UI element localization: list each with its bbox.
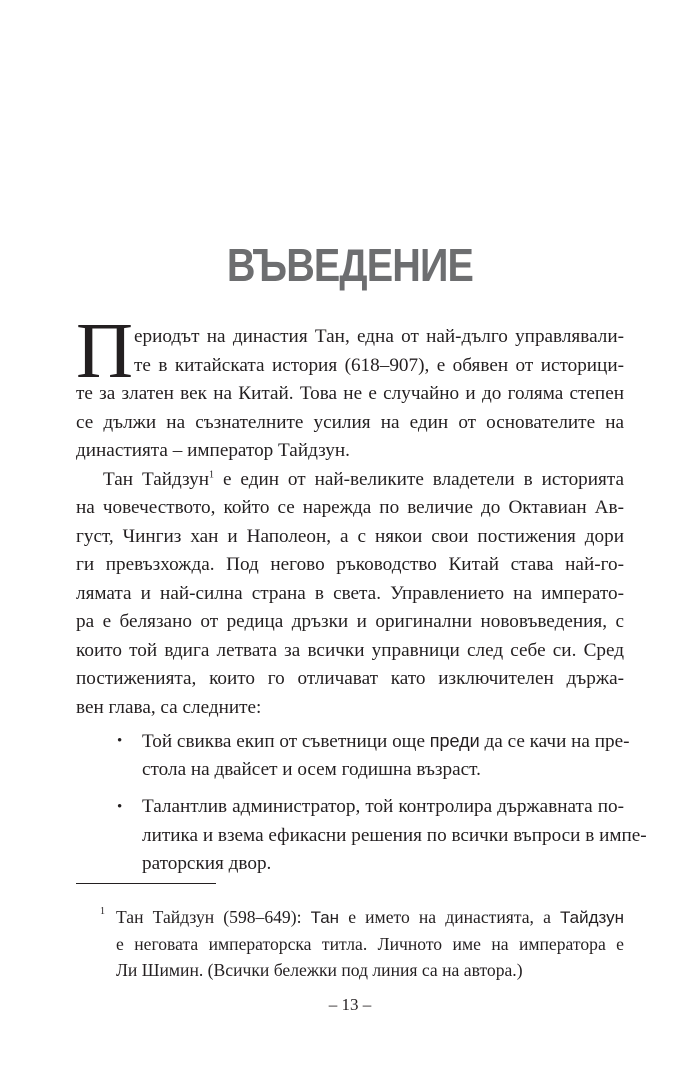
list-item [76,793,647,879]
chapter-title: ВЪВЕДЕНИЕ [226,238,474,291]
text-fragment: Тан Тайдзун (598–649): [116,907,311,927]
text-line: ги превъзхожда. Под негово ръководство Китай става най-го- [76,554,624,575]
text-line [116,727,630,756]
intro-paragraph [76,308,624,466]
bullet-icon: • [117,733,123,749]
list-item [76,727,630,784]
footnote-line [76,904,624,931]
text-line [76,466,624,495]
footnote-divider [76,883,216,884]
text-line: вен глава, са следните: [76,696,262,718]
text-line: ериодът на династия Тан, една от най-дълго управлявали- [134,326,624,347]
text-line: Талантлив администратор, той контролира държавната по- [142,796,624,817]
drop-cap: П [76,308,134,395]
text-line: династията – император Тайдзун. [76,440,350,461]
text-line: на човечеството, който се нарежда по величие до Октавиан Ав- [76,497,624,518]
body-text [76,308,647,888]
footnote-reference: 1 [209,469,215,481]
emphasis-word: преди [429,731,480,751]
text-line: стола на двайсет и осем годишна възраст. [142,758,481,780]
footnote-number: 1 [100,906,105,917]
bullet-list [76,727,647,879]
footnote [76,904,624,984]
emphasis-word: Тан [310,908,340,927]
text-line: те за златен век на Китай. Това не е случайно и до голяма степен [76,383,624,404]
footnote-line: е неговата императорска титла. Личното име на императора е [116,933,624,954]
paragraph-two [76,466,624,723]
text-fragment: е един от най-великите владетели в историята [214,468,624,490]
emphasis-word: Тайдзун [560,908,624,927]
text-line: те в китайската история (618–907), е обявен от историци- [134,354,624,376]
text-line: литика и взема ефикасни решения по всички въпроси в импе- [142,824,647,846]
text-line: ра е белязано от редица дръзки и оригинални нововъведения, с [76,611,624,632]
text-line: лямата и най-силна страна в света. Управлението на императо- [76,582,624,604]
text-fragment: да се качи на пре- [479,731,630,752]
name-text: Тан Тайдзун [103,468,210,490]
text-line: постиженията, които го отличават като изключителен държа- [76,668,624,689]
text-line: густ, Чингиз хан и Наполеон, а с някои свои постижения дори [76,525,624,547]
text-line: които той вдига летвата за всички управници след себе си. Сред [76,639,624,661]
footnote-line: Ли Шимин. (Всички бележки под линия са на автора.) [116,960,523,980]
bullet-icon: • [117,799,123,815]
text-fragment: е името на династията, а [339,907,561,927]
page-number: – 13 – [328,995,372,1014]
text-fragment: Той свиква екип от съветници още [142,731,430,752]
text-line: се дължи на съзнателните усилия на един от основателите на [76,411,624,433]
text-line: раторския двор. [142,853,272,874]
